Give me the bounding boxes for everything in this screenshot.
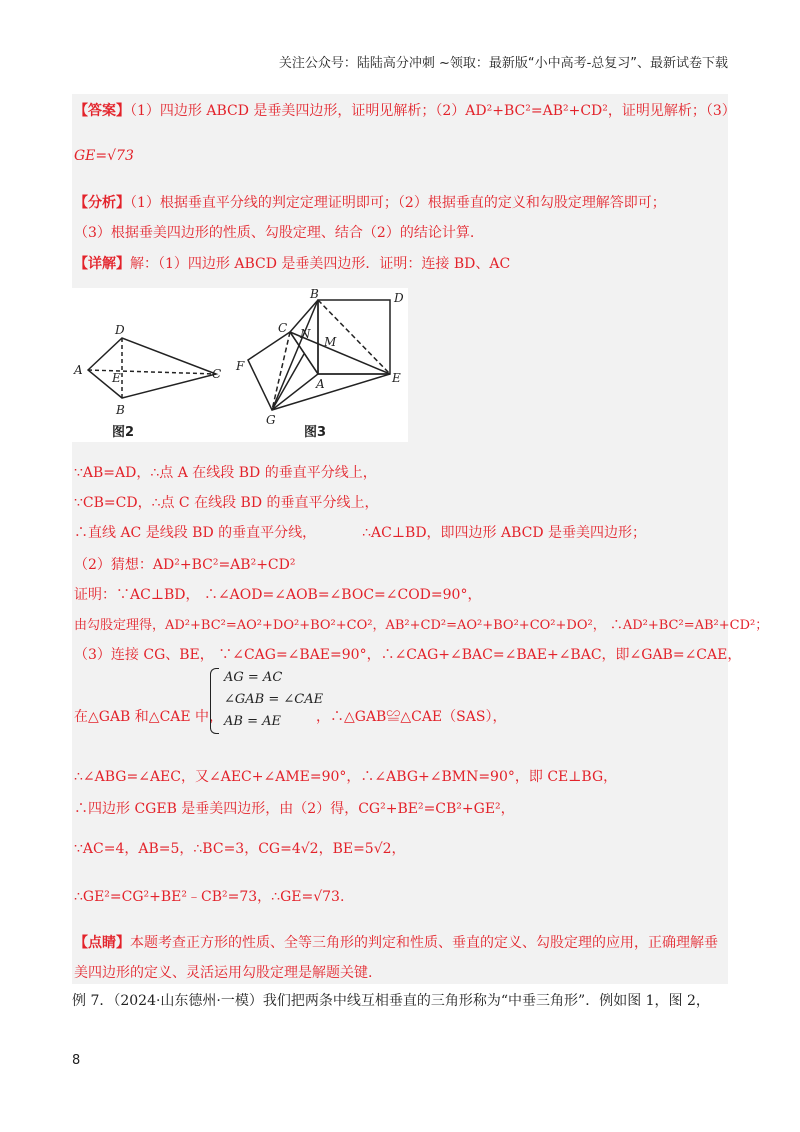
geometry-figures (72, 288, 408, 442)
comment-tag: 【点睛】 (74, 935, 130, 951)
fig3-label-b: B (310, 288, 319, 301)
figure-2 (88, 338, 216, 398)
example-7-intro: 例 7．（2024·山东德州·一模）我们把两条中线互相垂直的三角形称为“中垂三角形”．例如图 1，图 2， (72, 993, 710, 1009)
proof-line-1: ∵AB=AD，∴点 A 在线段 BD 的垂直平分线上， (74, 465, 377, 481)
analysis-tag: 【分析】 (74, 195, 130, 211)
answer-text: （1）四边形 ABCD 是垂美四边形，证明见解析；（2）AD²+BC²=AB²+CD²，证明见解析；（3） (130, 103, 736, 119)
system-row-1: AG = AC (224, 670, 283, 685)
system-row-3: AB = AE (224, 714, 281, 729)
comment-text-1: 本题考查正方形的性质、全等三角形的判定和性质、垂直的定义、勾股定理的应用，正确理解垂 (130, 935, 718, 951)
fig2-label-d: D (115, 323, 125, 337)
proof-line-4: （2）猜想：AD²+BC²=AB²+CD² (74, 557, 296, 573)
proof-line-8a: 在△GAB 和△CAE 中， (74, 709, 224, 725)
answer-tag: 【答案】 (74, 103, 130, 119)
proof-line-9: ∴∠ABG=∠AEC，又∠AEC+∠AME=90°，∴∠ABG+∠BMN=90°，即 CE⊥BG， (74, 769, 618, 785)
fig2-label-e: E (112, 371, 121, 385)
comment-line-2: 美四边形的定义、灵活运用勾股定理是解题关键. (74, 965, 373, 981)
fig2-label-b: B (116, 403, 125, 417)
fig3-label-f: F (236, 359, 245, 373)
detail-tag: 【详解】 (74, 256, 130, 272)
answer-result: GE=√73 (74, 148, 134, 164)
proof-line-8b: ，∴△GAB≌△CAE（SAS）， (316, 709, 507, 725)
fig3-label-m: M (324, 335, 337, 349)
equation-system (210, 668, 324, 736)
detail-text: 解：（1）四边形 ABCD 是垂美四边形．证明：连接 BD、AC (130, 256, 511, 272)
proof-line-10: ∴四边形 CGEB 是垂美四边形，由（2）得，CG²+BE²=CB²+GE²， (74, 801, 515, 817)
system-row-2: ∠GAB = ∠CAE (224, 692, 324, 707)
detail-line (74, 253, 510, 273)
proof-line-2: ∵CB=CD，∴点 C 在线段 BD 的垂直平分线上， (74, 495, 379, 511)
fig3-label-n: N (300, 327, 311, 341)
proof-line-3b: ∴AC⊥BD，即四边形 ABCD 是垂美四边形； (362, 525, 647, 541)
fig3-caption: 图3 (304, 425, 327, 440)
analysis-text-1: （1）根据垂直平分线的判定定理证明即可；（2）根据垂直的定义和勾股定理解答即可； (130, 195, 666, 211)
fig3-label-c: C (278, 321, 288, 335)
page-header: 关注公众号：陆陆高分冲刺 ~领取：最新版“小中高考-总复习”、最新试卷下载 (278, 56, 728, 71)
fig3-labels (235, 288, 404, 427)
proof-line-12: ∴GE²=CG²+BE²﹣CB²=73，∴GE=√73. (74, 889, 345, 905)
fig2-label-c: C (212, 367, 222, 381)
proof-line-11: ∵AC=4，AB=5，∴BC=3，CG=4√2，BE=5√2， (74, 841, 406, 857)
fig3-label-e: E (392, 371, 401, 385)
fig2-caption: 图2 (112, 425, 135, 440)
proof-line-6: 由勾股定理得，AD²+BC²=AO²+DO²+BO²+CO²，AB²+CD²=AO²+BO²+CO²+DO²， ∴AD²+BC²=AB²+CD²； (74, 618, 769, 633)
fig3-line-gb (272, 300, 318, 410)
page-number: 8 (72, 1053, 81, 1068)
fig2-diagonal-ac (88, 370, 216, 374)
fig3-label-a: A (316, 377, 325, 391)
proof-line-3 (74, 522, 646, 542)
fig3-label-g: G (266, 413, 276, 427)
figures-panel (72, 288, 408, 442)
proof-line-5: 证明：∵AC⊥BD， ∴∠AOD=∠AOB=∠BOC=∠COD=90°， (74, 587, 482, 603)
fig2-label-a: A (74, 363, 83, 377)
fig3-square-acfg (248, 332, 318, 410)
system-brace (210, 668, 219, 734)
fig2-quadrilateral (88, 338, 216, 398)
proof-line-7: （3）连接 CG、BE， ∵∠CAG=∠BAE=90°，∴∠CAG+∠BAC=∠BAE+∠BAC，即∠GAB=∠CAE， (74, 647, 742, 663)
analysis-line-2: （3）根据垂美四边形的性质、勾股定理、结合（2）的结论计算. (74, 225, 475, 241)
comment-line-1 (74, 932, 718, 952)
proof-line-3a: ∴直线 AC 是线段 BD 的垂直平分线， (74, 525, 317, 541)
figure-3 (248, 300, 390, 410)
fig3-label-d: D (394, 291, 404, 305)
answer-line (74, 100, 736, 120)
analysis-line-1 (74, 192, 666, 212)
